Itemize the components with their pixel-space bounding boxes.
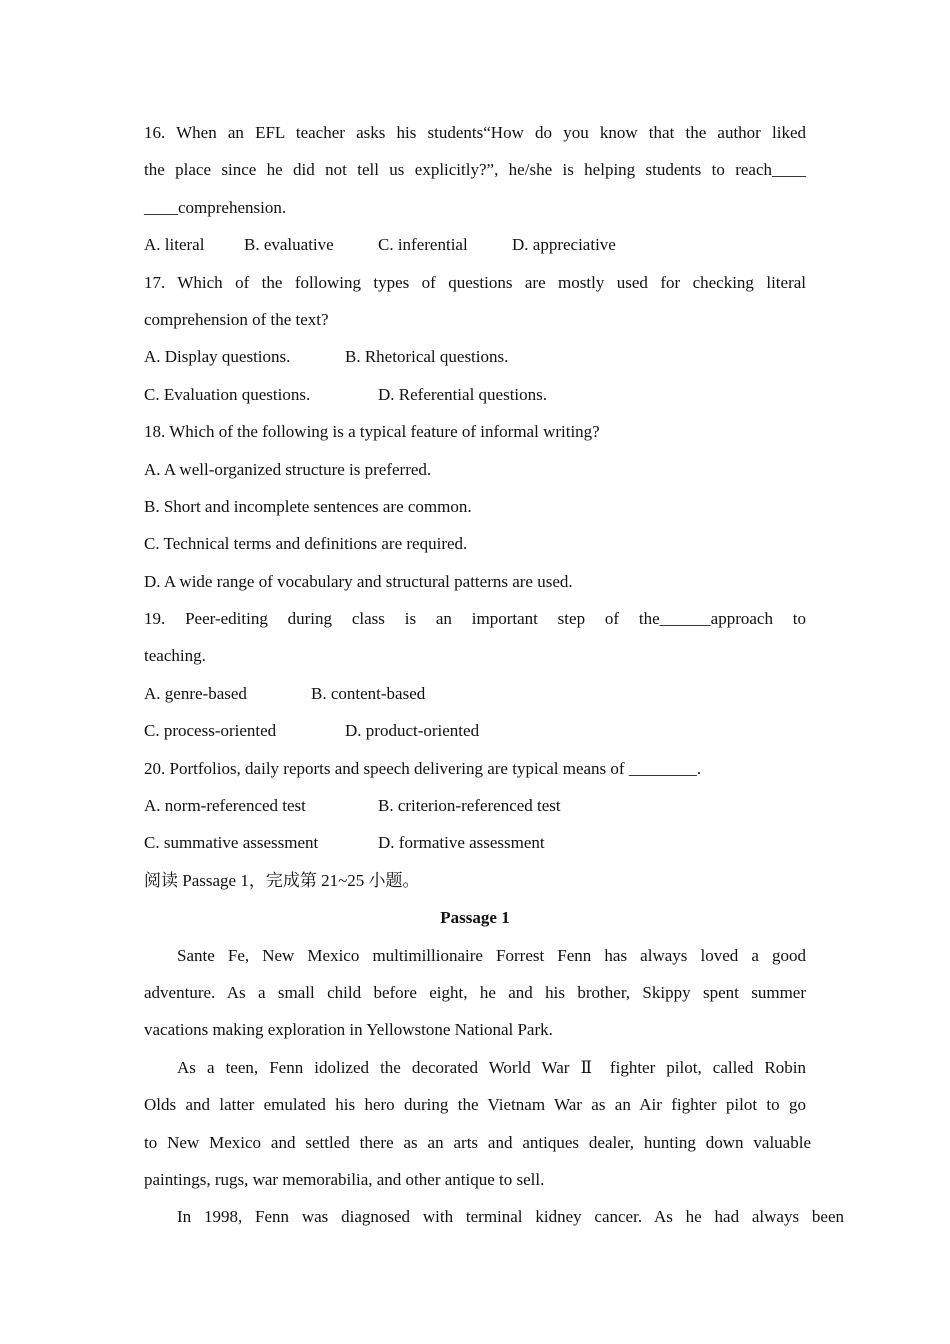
- question-16-line-3: ____comprehension.: [144, 197, 287, 217]
- question-17-options-cd: [144, 376, 806, 413]
- option-b: B. criterion-referenced test: [378, 796, 561, 816]
- question-16: [144, 114, 806, 264]
- question-16-options: [144, 226, 806, 263]
- question-18-line-1: 18. Which of the following is a typical feature of informal writing?: [144, 422, 600, 442]
- option-a: A. literal: [144, 235, 205, 255]
- option-a: A. A well-organized structure is preferred.: [144, 459, 432, 479]
- option-b: B. Short and incomplete sentences are common.: [144, 496, 472, 516]
- paragraph-line: Olds and latter emulated his hero during the Vietnam War as an Air fighter pilot to go: [144, 1095, 806, 1115]
- question-19-options-cd: [144, 712, 806, 749]
- option-a: A. Display questions.: [144, 347, 291, 367]
- option-a: A. norm-referenced test: [144, 796, 306, 816]
- option-c: C. inferential: [378, 235, 468, 255]
- passage-paragraph-1: [144, 937, 806, 1049]
- option-d: D. formative assessment: [378, 833, 545, 853]
- question-19-line-2: teaching.: [144, 646, 206, 666]
- option-c: C. Evaluation questions.: [144, 384, 311, 404]
- question-16-line-2: the place since he did not tell us explicitly?”, he/she is helping students to reach____: [144, 160, 806, 180]
- option-c: C. summative assessment: [144, 833, 319, 853]
- question-17-line-1: 17. Which of the following types of questions are mostly used for checking literal: [144, 272, 806, 292]
- paragraph-line: paintings, rugs, war memorabilia, and other antique to sell.: [144, 1169, 545, 1189]
- paragraph-line: vacations making exploration in Yellowstone National Park.: [144, 1020, 553, 1040]
- option-b: B. content-based: [311, 683, 426, 703]
- question-19-options-ab: [144, 675, 806, 712]
- paragraph-line: adventure. As a small child before eight, he and his brother, Skippy spent summer: [144, 982, 806, 1002]
- option-d: D. Referential questions.: [378, 384, 548, 404]
- question-16-line-1: 16. When an EFL teacher asks his students“How do you know that the author liked: [144, 123, 806, 142]
- question-17-options-ab: [144, 338, 806, 375]
- question-17: [144, 264, 806, 414]
- passage-title: Passage 1: [440, 908, 510, 928]
- paragraph-line: In 1998, Fenn was diagnosed with terminal kidney cancer. As he had always been: [177, 1207, 844, 1227]
- option-d: D. appreciative: [512, 235, 616, 255]
- question-20-line-1: 20. Portfolios, daily reports and speech delivering are typical means of ________.: [144, 758, 702, 778]
- passage-paragraph-2: [144, 1049, 811, 1199]
- question-20-options-cd: [144, 824, 806, 861]
- option-c: C. process-oriented: [144, 721, 277, 741]
- passage-paragraph-3: [144, 1198, 844, 1235]
- question-19: [144, 600, 806, 750]
- option-c: C. Technical terms and definitions are required.: [144, 534, 468, 554]
- option-d: D. product-oriented: [345, 721, 480, 741]
- document-content: [144, 114, 844, 1236]
- reading-instruction: 阅读 Passage 1，完成第 21~25 小题。: [144, 870, 420, 890]
- option-a: A. genre-based: [144, 683, 247, 703]
- option-b: B. evaluative: [244, 235, 334, 255]
- question-20: [144, 750, 806, 862]
- question-17-line-2: comprehension of the text?: [144, 309, 329, 329]
- question-19-line-1: 19. Peer-editing during class is an important step of the______approach to: [144, 609, 806, 629]
- paragraph-line: As a teen, Fenn idolized the decorated World War Ⅱ fighter pilot, called Robin: [177, 1057, 806, 1077]
- option-d: D. A wide range of vocabulary and structural patterns are used.: [144, 571, 573, 591]
- option-b: B. Rhetorical questions.: [345, 347, 509, 367]
- paragraph-line: Sante Fe, New Mexico multimillionaire Forrest Fenn has always loved a good: [177, 945, 806, 965]
- paragraph-line: to New Mexico and settled there as an arts and antiques dealer, hunting down valuable: [144, 1132, 811, 1152]
- question-18: [144, 413, 806, 600]
- question-20-options-ab: [144, 787, 806, 824]
